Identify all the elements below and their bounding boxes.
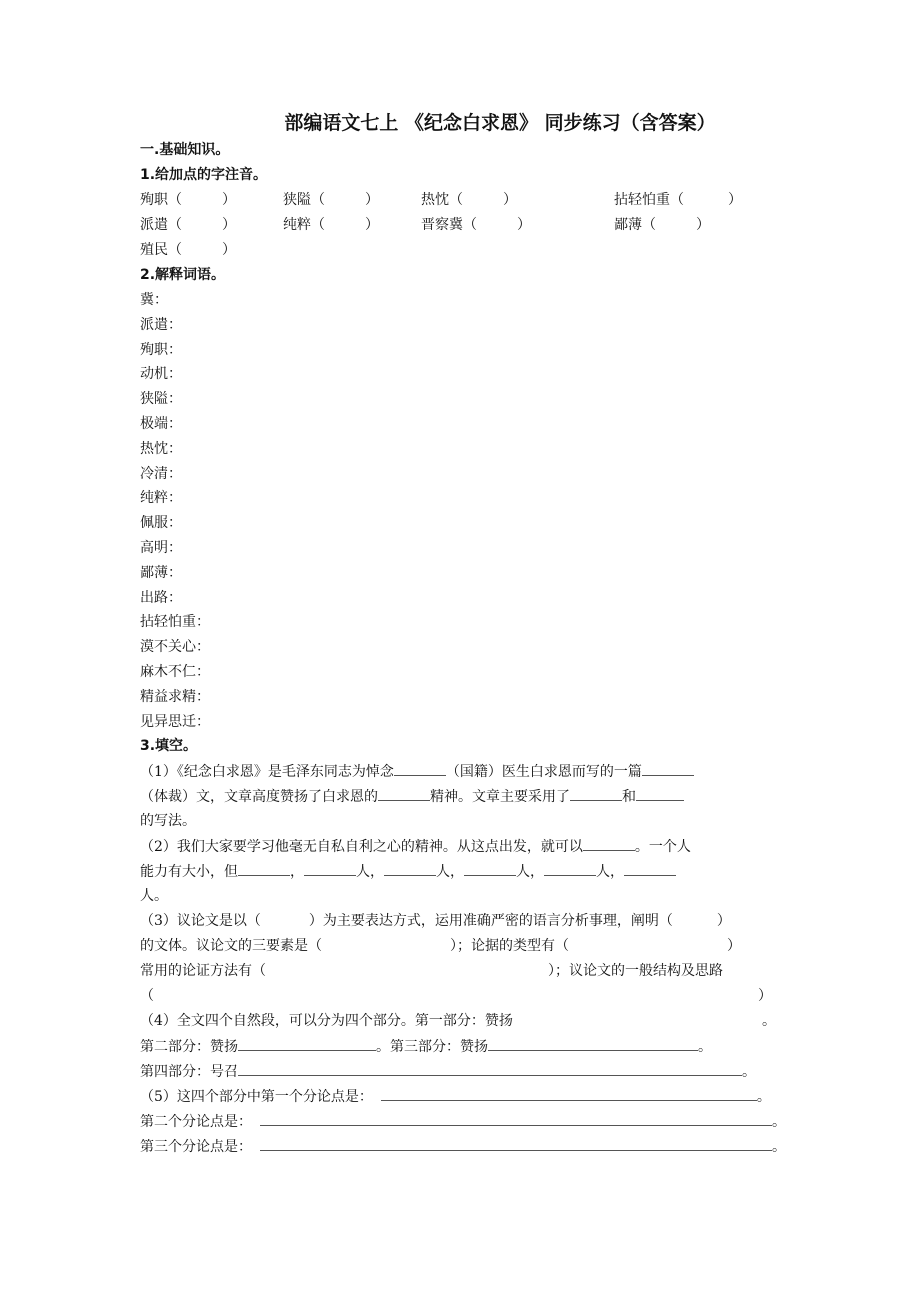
fill-4-line-2: 第二部分：赞扬 。第三部分：赞扬 。 — [140, 1034, 790, 1059]
pinyin-item: 鄙薄（ ） — [614, 217, 710, 233]
pinyin-item: 纯粹（ ） — [283, 217, 379, 233]
answer-blank[interactable] — [381, 1084, 757, 1101]
answer-blank[interactable] — [378, 784, 430, 801]
term-item: 冀： — [140, 292, 168, 308]
fill-3-line-4: （ ） — [140, 988, 772, 1005]
pinyin-item: 派遣（ ） — [140, 217, 236, 233]
answer-blank[interactable] — [394, 759, 446, 776]
answer-blank[interactable] — [260, 1109, 772, 1126]
pinyin-row-2 — [140, 213, 790, 238]
section-heading-basics: 一.基础知识。 — [140, 142, 230, 158]
worksheet-page — [140, 108, 790, 1159]
term-item: 派遣： — [140, 316, 182, 333]
answer-blank[interactable] — [384, 859, 436, 876]
term-item: 冷清： — [140, 465, 182, 482]
pinyin-item: 狭隘（ ） — [283, 192, 379, 208]
pinyin-item: 拈轻怕重（ ） — [614, 192, 742, 208]
fill-5-line-2: 第二个分论点是： 。 — [140, 1109, 790, 1134]
q2-heading: 2.解释词语。 — [140, 267, 226, 283]
page-title: 部编语文七上 《纪念白求恩》 同步练习（含答案） — [284, 112, 716, 134]
term-item: 出路： — [140, 589, 182, 606]
pinyin-item: 殉职（ ） — [140, 192, 236, 208]
term-item: 纯粹： — [140, 490, 182, 507]
fill-1-line-3: 的写法。 — [140, 813, 196, 830]
term-item: 漠不关心： — [140, 639, 210, 656]
term-item: 极端： — [140, 415, 182, 432]
term-item: 热忱： — [140, 440, 182, 457]
fill-1-line-2: （体裁）文，文章高度赞扬了白求恩的 精神。文章主要采用了 和 — [140, 784, 790, 809]
term-item: 拈轻怕重： — [140, 614, 210, 631]
term-item: 高明： — [140, 539, 182, 556]
answer-blank[interactable] — [238, 1059, 742, 1076]
answer-blank[interactable] — [464, 859, 516, 876]
answer-blank[interactable] — [260, 1134, 772, 1151]
q1-heading: 1.给加点的字注音。 — [140, 167, 268, 183]
pinyin-item: 热忱（ ） — [421, 192, 517, 208]
pinyin-item: 晋察冀（ ） — [421, 217, 531, 233]
fill-1-line-1: （1）《纪念白求恩》是毛泽东同志为悼念 （国籍）医生白求恩而写的一篇 — [140, 759, 790, 784]
term-item: 佩服： — [140, 515, 182, 532]
answer-blank[interactable] — [642, 759, 694, 776]
term-item: 鄙薄： — [140, 564, 182, 581]
answer-blank[interactable] — [488, 1034, 698, 1051]
answer-blank[interactable] — [238, 1034, 376, 1051]
pinyin-item: 殖民（ ） — [140, 242, 236, 258]
fill-2-line-3: 人。 — [140, 888, 168, 905]
answer-blank[interactable] — [570, 784, 622, 801]
term-item: 殉职： — [140, 341, 182, 358]
answer-blank[interactable] — [583, 834, 635, 851]
fill-4-line-3: 第四部分：号召 。 — [140, 1059, 790, 1084]
answer-blank[interactable] — [238, 859, 290, 876]
answer-blank[interactable] — [636, 784, 684, 801]
fill-2-line-2: 能力有大小，但 ， 人， 人， 人， 人， — [140, 859, 790, 884]
fill-5-line-1: （5）这四个部分中第一个分论点是： 。 — [140, 1084, 790, 1109]
answer-blank[interactable] — [304, 859, 356, 876]
answer-blank[interactable] — [544, 859, 596, 876]
term-item: 见异思迁： — [140, 713, 210, 730]
fill-4-line-1: （4）全文四个自然段，可以分为四个部分。第一部分：赞扬 。 — [140, 1013, 776, 1030]
fill-3-line-2: 的文体。议论文的三要素是（ ）；论据的类型有（ ） — [140, 938, 741, 955]
pinyin-row-3 — [140, 238, 790, 263]
term-item: 狭隘： — [140, 391, 182, 408]
term-item: 精益求精： — [140, 688, 210, 705]
term-item: 动机： — [140, 366, 182, 383]
fill-2-line-1: （2）我们大家要学习他毫无自私自利之心的精神。从这点出发，就可以 。一个人 — [140, 834, 790, 859]
fill-5-line-3: 第三个分论点是： 。 — [140, 1134, 790, 1159]
term-item: 麻木不仁： — [140, 663, 210, 680]
q3-heading: 3.填空。 — [140, 738, 198, 755]
pinyin-row-1 — [140, 188, 790, 213]
term-list — [140, 288, 790, 734]
answer-blank[interactable] — [624, 859, 676, 876]
fill-3-line-3: 常用的论证方法有（ ）；议论文的一般结构及思路 — [140, 963, 723, 980]
fill-3-line-1: （3）议论文是以（ ）为主要表达方式，运用准确严密的语言分析事理，阐明（ ） — [140, 913, 731, 930]
